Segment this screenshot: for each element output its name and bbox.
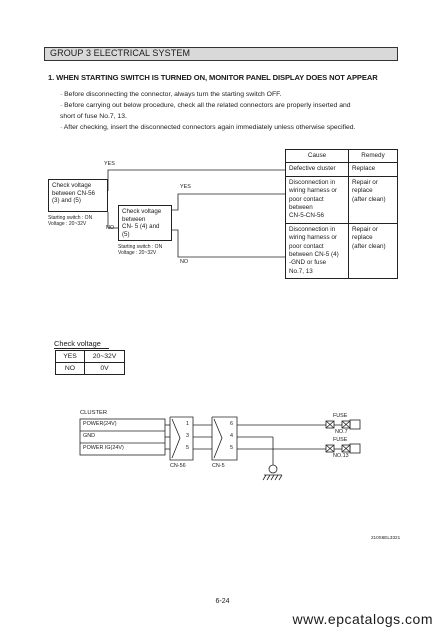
connector-label: CN-56 — [170, 463, 186, 469]
header-remedy: Remedy — [349, 150, 398, 163]
note-line: · Before carrying out below procedure, check all the related connectors are properly inserted and — [60, 102, 351, 109]
group-title: GROUP 3 ELECTRICAL SYSTEM — [50, 48, 191, 58]
pin-label: 3 — [186, 433, 189, 439]
signal-label: POWER IG(24V) — [83, 445, 124, 451]
cause-cell: Defective cluster — [286, 163, 349, 176]
box-line: Check voltage — [122, 208, 162, 215]
box-line: between — [122, 215, 146, 223]
condition-text: Starting switch : ON — [118, 244, 163, 250]
ground-icon — [269, 465, 277, 473]
watermark: www.epcatalogs.com — [292, 611, 433, 627]
header-cause: Cause — [286, 150, 349, 163]
fuse-label: FUSE — [333, 437, 348, 443]
check-voltage-title: Check voltage — [54, 339, 101, 348]
section-title: 1. WHEN STARTING SWITCH IS TURNED ON, MONITOR PANEL DISPLAY DOES NOT APPEAR — [48, 73, 378, 82]
pin-label: 5 — [186, 445, 189, 451]
note-line: · After checking, insert the disconnected connectors again immediately unless otherwise specified. — [60, 124, 356, 131]
yes-label: YES — [104, 161, 115, 167]
cause-cell: Disconnection in wiring harness or poor contact between CN-5-CN-56 — [286, 176, 349, 223]
note-line: short of fuse No.7, 13. — [60, 113, 127, 120]
remedy-cell: Replace — [349, 163, 398, 176]
pin-label: 5 — [230, 445, 233, 451]
box-line: CN- 5 (4) and (5) — [122, 223, 160, 238]
cv-value: 20~32V — [85, 351, 125, 363]
condition-text: Voltage : 20~32V — [118, 250, 157, 256]
fuse-number: NO.13 — [333, 453, 349, 459]
remedy-cell: Repair or replace (after clean) — [349, 176, 398, 223]
condition-text: Voltage : 20~32V — [48, 221, 87, 227]
pin-label: 1 — [186, 421, 189, 427]
signal-label: GND — [83, 433, 95, 439]
condition-text: Starting switch : ON — [48, 215, 93, 221]
note-line: · Before disconnecting the connector, always turn the starting switch OFF. — [60, 91, 282, 98]
box-line: (3) and (5) — [52, 197, 81, 205]
box-line: Check voltage — [52, 182, 92, 189]
box-line: between CN-56 — [52, 189, 95, 197]
cv-state: YES — [56, 351, 85, 363]
yes-label: YES — [180, 184, 191, 190]
pin-label: 4 — [230, 433, 233, 439]
connector-label: CN-5 — [212, 463, 225, 469]
cause-cell: Disconnection in wiring harness or poor contact between CN-5 (4) -GND or fuse No.7, 13 — [286, 223, 349, 278]
signal-label: POWER(24V) — [83, 421, 117, 427]
cv-value: 0V — [85, 363, 125, 375]
no-label: NO — [106, 225, 115, 231]
page-number: 6-24 — [215, 598, 230, 605]
cluster-label: CLUSTER — [80, 410, 108, 416]
fuse-number: NO.7 — [335, 429, 348, 435]
cv-state: NO — [56, 363, 85, 375]
pin-label: 6 — [230, 421, 233, 427]
fuse-label: FUSE — [333, 413, 348, 419]
remedy-cell: Repair or replace (after clean) — [349, 223, 398, 278]
reference-code: 210S6EL3321 — [371, 535, 401, 540]
no-label: NO — [180, 259, 189, 265]
